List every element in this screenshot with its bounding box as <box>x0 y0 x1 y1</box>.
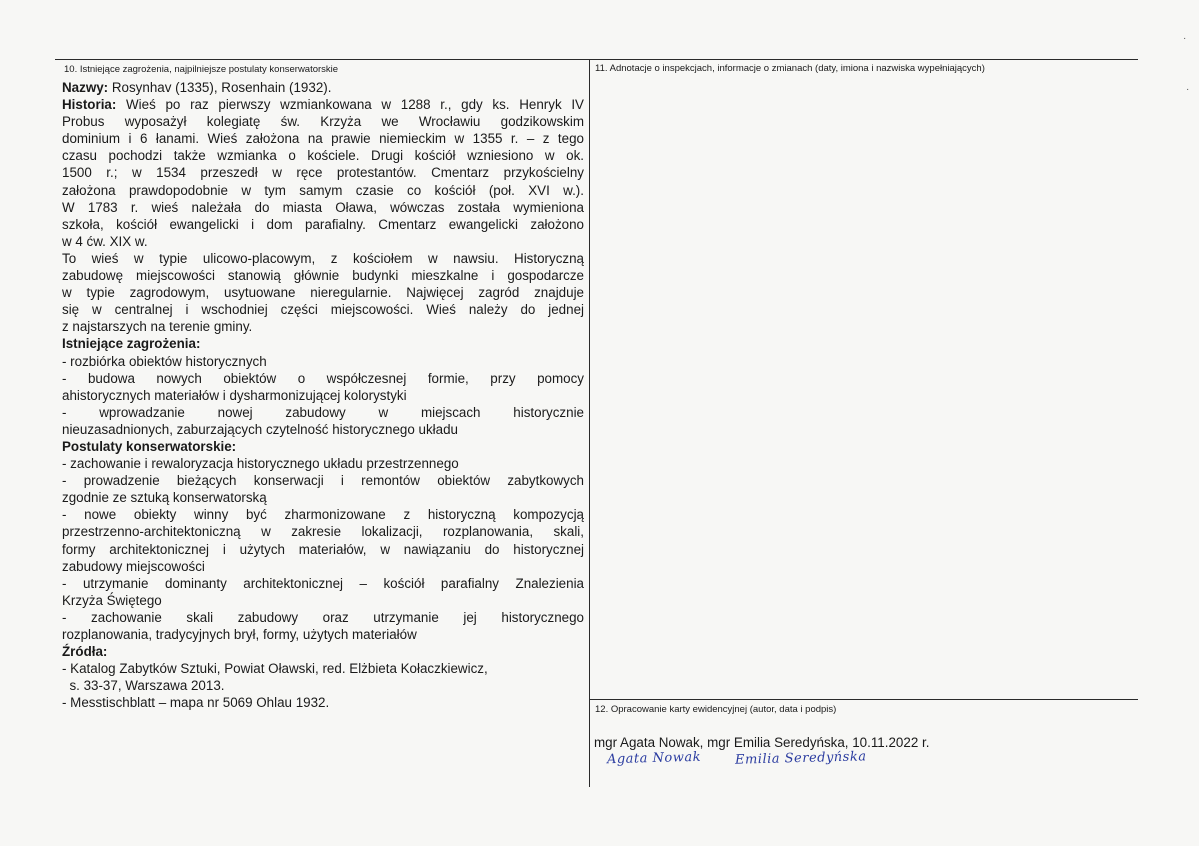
historia-line: W 1783 r. wieś należała do miasta Oława, wówczas została wymieniona <box>62 199 584 215</box>
postulat-item-cont: Krzyża Świętego <box>62 592 162 608</box>
historia-line: 1500 r.; w 1534 przeszedł w ręce protestantów. Cmentarz przykościelny <box>62 165 584 181</box>
description-line: w typie zagrodowym, usytuowane nieregularnie. Najwięcej zagród znajduje <box>62 285 584 301</box>
postulat-item-cont: rozplanowania, tradycyjnych brył, formy, użytych materiałów <box>62 627 417 642</box>
historia-line: szkoła, kościół ewangelicki i dom parafialny. Cmentarz ewangelicki założono <box>62 216 584 232</box>
nazwy-paragraph <box>62 79 584 96</box>
zagrozenie-item-cont: ahistorycznych materiałów i dysharmonizującej kolorystyki <box>62 387 407 403</box>
section-12-caption: 12. Opracowanie karty ewidencyjnej (autor, data i podpis) <box>595 704 837 715</box>
nazwy-text: Rosynhav (1335), Rosenhain (1932). <box>108 80 332 95</box>
postulat-item: - zachowanie i rewaloryzacja historycznego układu przestrzennego <box>62 456 459 472</box>
postulat-item-cont: przestrzenno-architektoniczną w zakresie lokalizacji, rozplanowania, skali, <box>62 524 584 540</box>
postulat-item-cont: formy architektonicznej i użytych materiałów, w nawiązaniu do historycznej <box>62 541 584 557</box>
zrodlo-item-cont: s. 33-37, Warszawa 2013. <box>62 678 225 694</box>
historia-line: czasu pochodzi także wzmianka o kościele. Drugi kościół wzniesiono w ok. <box>62 148 584 164</box>
description-line: zabudowę miejscowości stanowią głównie budynki mieszkalne i gospodarcze <box>62 268 584 284</box>
table-top-border <box>55 59 1138 60</box>
authors-line: mgr Agata Nowak, mgr Emilia Seredyńska, 10.11.2022 r. <box>594 735 930 750</box>
description-line: z najstarszych na terenie gminy. <box>62 319 253 335</box>
historia-line: Probus wyposażył kolegiatę św. Krzyża we Wrocławiu godzikowskim <box>62 114 584 130</box>
scan-mark-top-right: · <box>1183 33 1187 44</box>
description-line: To wieś w typie ulicowo-placowym, z kościołem w nawsiu. Historyczną <box>62 250 584 266</box>
zagrozenie-item-cont: nieuzasadnionych, zaburzających czytelność historycznego układu <box>62 421 458 437</box>
scan-mark-right: · <box>1186 84 1190 95</box>
postulat-item-cont: zabudowy miejscowości <box>62 558 205 574</box>
zrodlo-item: - Katalog Zabytków Sztuki, Powiat Oławski, red. Elżbieta Kołaczkiewicz, <box>62 661 488 677</box>
zrodlo-item: - Messtischblatt – mapa nr 5069 Ohlau 1932. <box>62 695 330 711</box>
postulat-item: - utrzymanie dominanty architektonicznej – kościół parafialny Znalezienia <box>62 575 584 591</box>
description-line: się w centralnej i wschodniej części miejscowości. Wieś należy do jednej <box>62 302 584 318</box>
signature-agata-nowak: Agata Nowak <box>606 749 702 768</box>
section-10-body <box>62 79 584 711</box>
signature-emilia-seredynska: Emilia Seredyńska <box>734 749 867 768</box>
historia-line: dominium i 6 łanami. Wieś założona na prawie niemieckim w 1355 r. – z tego <box>62 131 584 147</box>
historia-line: w 4 ćw. XIX w. <box>62 233 148 249</box>
column-divider <box>589 59 590 787</box>
section-12-top-border <box>589 699 1138 700</box>
postulaty-heading: Postulaty konserwatorskie: <box>62 438 237 454</box>
zagrozenie-item: - rozbiórka obiektów historycznych <box>62 353 267 369</box>
zrodla-heading: Źródła: <box>62 644 108 660</box>
nazwy-label: Nazwy: <box>62 80 109 95</box>
historia-line-text: Wieś po raz pierwszy wzmiankowana w 1288 r., gdy ks. Henryk IV <box>116 97 584 113</box>
historia-label: Historia: <box>62 97 117 113</box>
section-10-caption: 10. Istniejące zagrożenia, najpilniejsze postulaty konserwatorskie <box>64 64 339 75</box>
zagrozenia-heading: Istniejące zagrożenia: <box>62 336 201 352</box>
postulat-item: - prowadzenie bieżących konserwacji i remontów obiektów zabytkowych <box>62 473 584 489</box>
postulat-item: - nowe obiekty winny być zharmonizowane z historyczną kompozycją <box>62 507 584 523</box>
zagrozenie-item: - budowa nowych obiektów o współczesnej formie, przy pomocy <box>62 370 584 386</box>
historia-line <box>62 96 584 113</box>
postulat-item-cont: zgodnie ze sztuką konserwatorską <box>62 490 267 506</box>
postulat-item: - zachowanie skali zabudowy oraz utrzymanie jej historycznego <box>62 609 584 625</box>
section-11-caption: 11. Adnotacje o inspekcjach, informacje o zmianach (daty, imiona i nazwiska wypełniających) <box>595 63 985 74</box>
historia-line: założona prawdopodobnie w tym samym czasie co kościół (poł. XVI w.). <box>62 182 584 198</box>
zagrozenie-item: - wprowadzanie nowej zabudowy w miejscach historycznie <box>62 404 584 420</box>
